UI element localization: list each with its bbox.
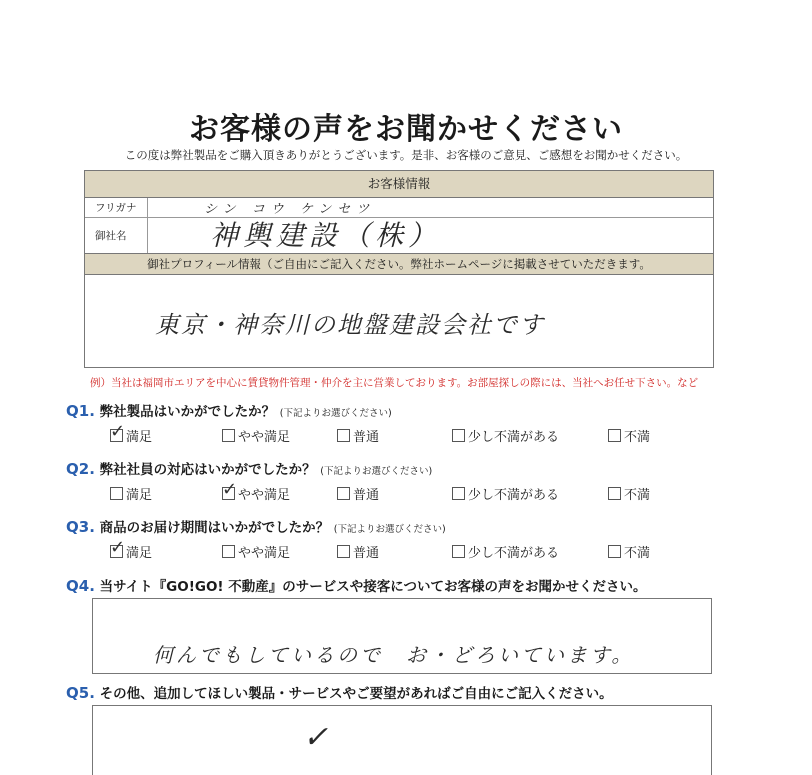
option-label: 不満 (624, 430, 651, 445)
q1-option-somewhat-dissatisfied[interactable] (452, 426, 559, 445)
q3-option-somewhat-satisfied[interactable] (222, 542, 290, 561)
question-3-number: Q3. (66, 518, 95, 536)
q2-option-somewhat-dissatisfied[interactable] (452, 484, 559, 503)
question-2 (66, 458, 432, 478)
q1-option-satisfied[interactable] (110, 421, 153, 445)
checkbox[interactable] (222, 429, 235, 442)
example-text: 例）当社は福岡市エリアを中心に賃貸物件管理・仲介を主に営業しております。お部屋探しの際には、当社へお任せ下さい。など (90, 377, 699, 389)
option-label: 普通 (353, 430, 380, 445)
option-label: 少し不満がある (468, 430, 560, 445)
checkbox[interactable] (608, 429, 621, 442)
question-1-text: 弊社製品はいかがでしたか？ (99, 404, 276, 420)
q4-answer-field[interactable] (92, 598, 712, 674)
furigana-label: フリガナ (85, 198, 148, 217)
checkbox[interactable] (608, 487, 621, 500)
q3-option-satisfied[interactable] (110, 537, 153, 561)
question-5 (66, 682, 613, 702)
q2-option-somewhat-satisfied[interactable] (222, 479, 291, 503)
profile-heading: 御社プロフィール情報（ご自由にご記入ください。弊社ホームページに掲載させていただきます。 (85, 254, 713, 275)
option-label: 不満 (624, 488, 651, 503)
checkbox[interactable] (337, 487, 350, 500)
checkbox[interactable] (110, 487, 123, 500)
option-label: 少し不満がある (468, 488, 560, 503)
checkbox[interactable] (452, 429, 465, 442)
q1-option-neutral[interactable] (337, 426, 379, 445)
furigana-value: シン コウ ケンセツ (204, 202, 376, 217)
option-label: 普通 (353, 546, 380, 561)
checkbox[interactable] (608, 545, 621, 558)
checkbox[interactable] (452, 545, 465, 558)
option-label: やや満足 (238, 430, 291, 445)
q1-option-somewhat-satisfied[interactable] (222, 426, 290, 445)
option-label: 満足 (126, 488, 153, 503)
check-mark-icon: ✓ (110, 421, 126, 442)
furigana-field[interactable] (148, 198, 713, 217)
question-5-text: その他、追加してほしい製品・サービスやご要望があればご自由にご記入ください。 (99, 686, 613, 702)
q3-option-dissatisfied[interactable] (608, 542, 650, 561)
q5-answer-field[interactable] (92, 705, 712, 775)
question-2-number: Q2. (66, 460, 95, 478)
q5-answer-value: ✓ (303, 720, 329, 755)
checkbox[interactable] (110, 421, 126, 442)
company-field[interactable] (148, 218, 713, 253)
q4-answer-value: 何んでもしているので お・どろいています。 (153, 643, 635, 667)
customer-info-heading: お客様情報 (85, 171, 713, 198)
profile-value: 東京・神奈川の地盤建設会社です (155, 311, 545, 339)
question-1 (66, 400, 392, 420)
question-4-text: 当サイト『GO!GO! 不動産』のサービスや接客についてお客様の声をお聞かせください。 (99, 579, 647, 595)
q2-option-neutral[interactable] (337, 484, 379, 503)
q1-option-dissatisfied[interactable] (608, 426, 650, 445)
question-3 (66, 516, 446, 536)
question-3-text: 商品のお届け期間はいかがでしたか？ (99, 520, 330, 536)
checkbox[interactable] (337, 429, 350, 442)
option-label: やや満足 (238, 488, 291, 503)
profile-field[interactable] (85, 275, 713, 385)
checkbox[interactable] (110, 537, 126, 558)
customer-info-table (84, 170, 714, 368)
checkbox[interactable] (222, 479, 238, 500)
option-label: 少し不満がある (468, 546, 560, 561)
question-4 (66, 575, 647, 595)
question-4-number: Q4. (66, 577, 95, 595)
option-label: 不満 (624, 546, 651, 561)
checkbox[interactable] (222, 545, 235, 558)
question-1-sub: (下記よりお選びください) (279, 408, 392, 419)
page-title: お客様の声をお聞かせください (189, 112, 623, 147)
option-label: 普通 (353, 488, 380, 503)
check-mark-icon: ✓ (222, 479, 238, 500)
company-row (85, 218, 713, 254)
q3-option-neutral[interactable] (337, 542, 379, 561)
furigana-row (85, 198, 713, 218)
check-mark-icon: ✓ (110, 537, 126, 558)
question-5-number: Q5. (66, 684, 95, 702)
option-label: 満足 (126, 430, 153, 445)
intro-text: この度は弊社製品をご購入頂きありがとうございます。是非、お客様のご意見、ご感想をお聞かせください。 (124, 148, 688, 162)
q2-option-dissatisfied[interactable] (608, 484, 650, 503)
option-label: 満足 (126, 546, 153, 561)
question-1-number: Q1. (66, 402, 95, 420)
option-label: やや満足 (238, 546, 291, 561)
question-3-sub: (下記よりお選びください) (333, 524, 446, 535)
question-2-sub: (下記よりお選びください) (320, 466, 433, 477)
q2-option-satisfied[interactable] (110, 484, 152, 503)
question-2-text: 弊社社員の対応はいかがでしたか？ (99, 462, 316, 478)
company-label: 御社名 (85, 218, 148, 253)
company-value: 神輿建設（株） (210, 219, 442, 252)
checkbox[interactable] (337, 545, 350, 558)
checkbox[interactable] (452, 487, 465, 500)
q3-option-somewhat-dissatisfied[interactable] (452, 542, 559, 561)
